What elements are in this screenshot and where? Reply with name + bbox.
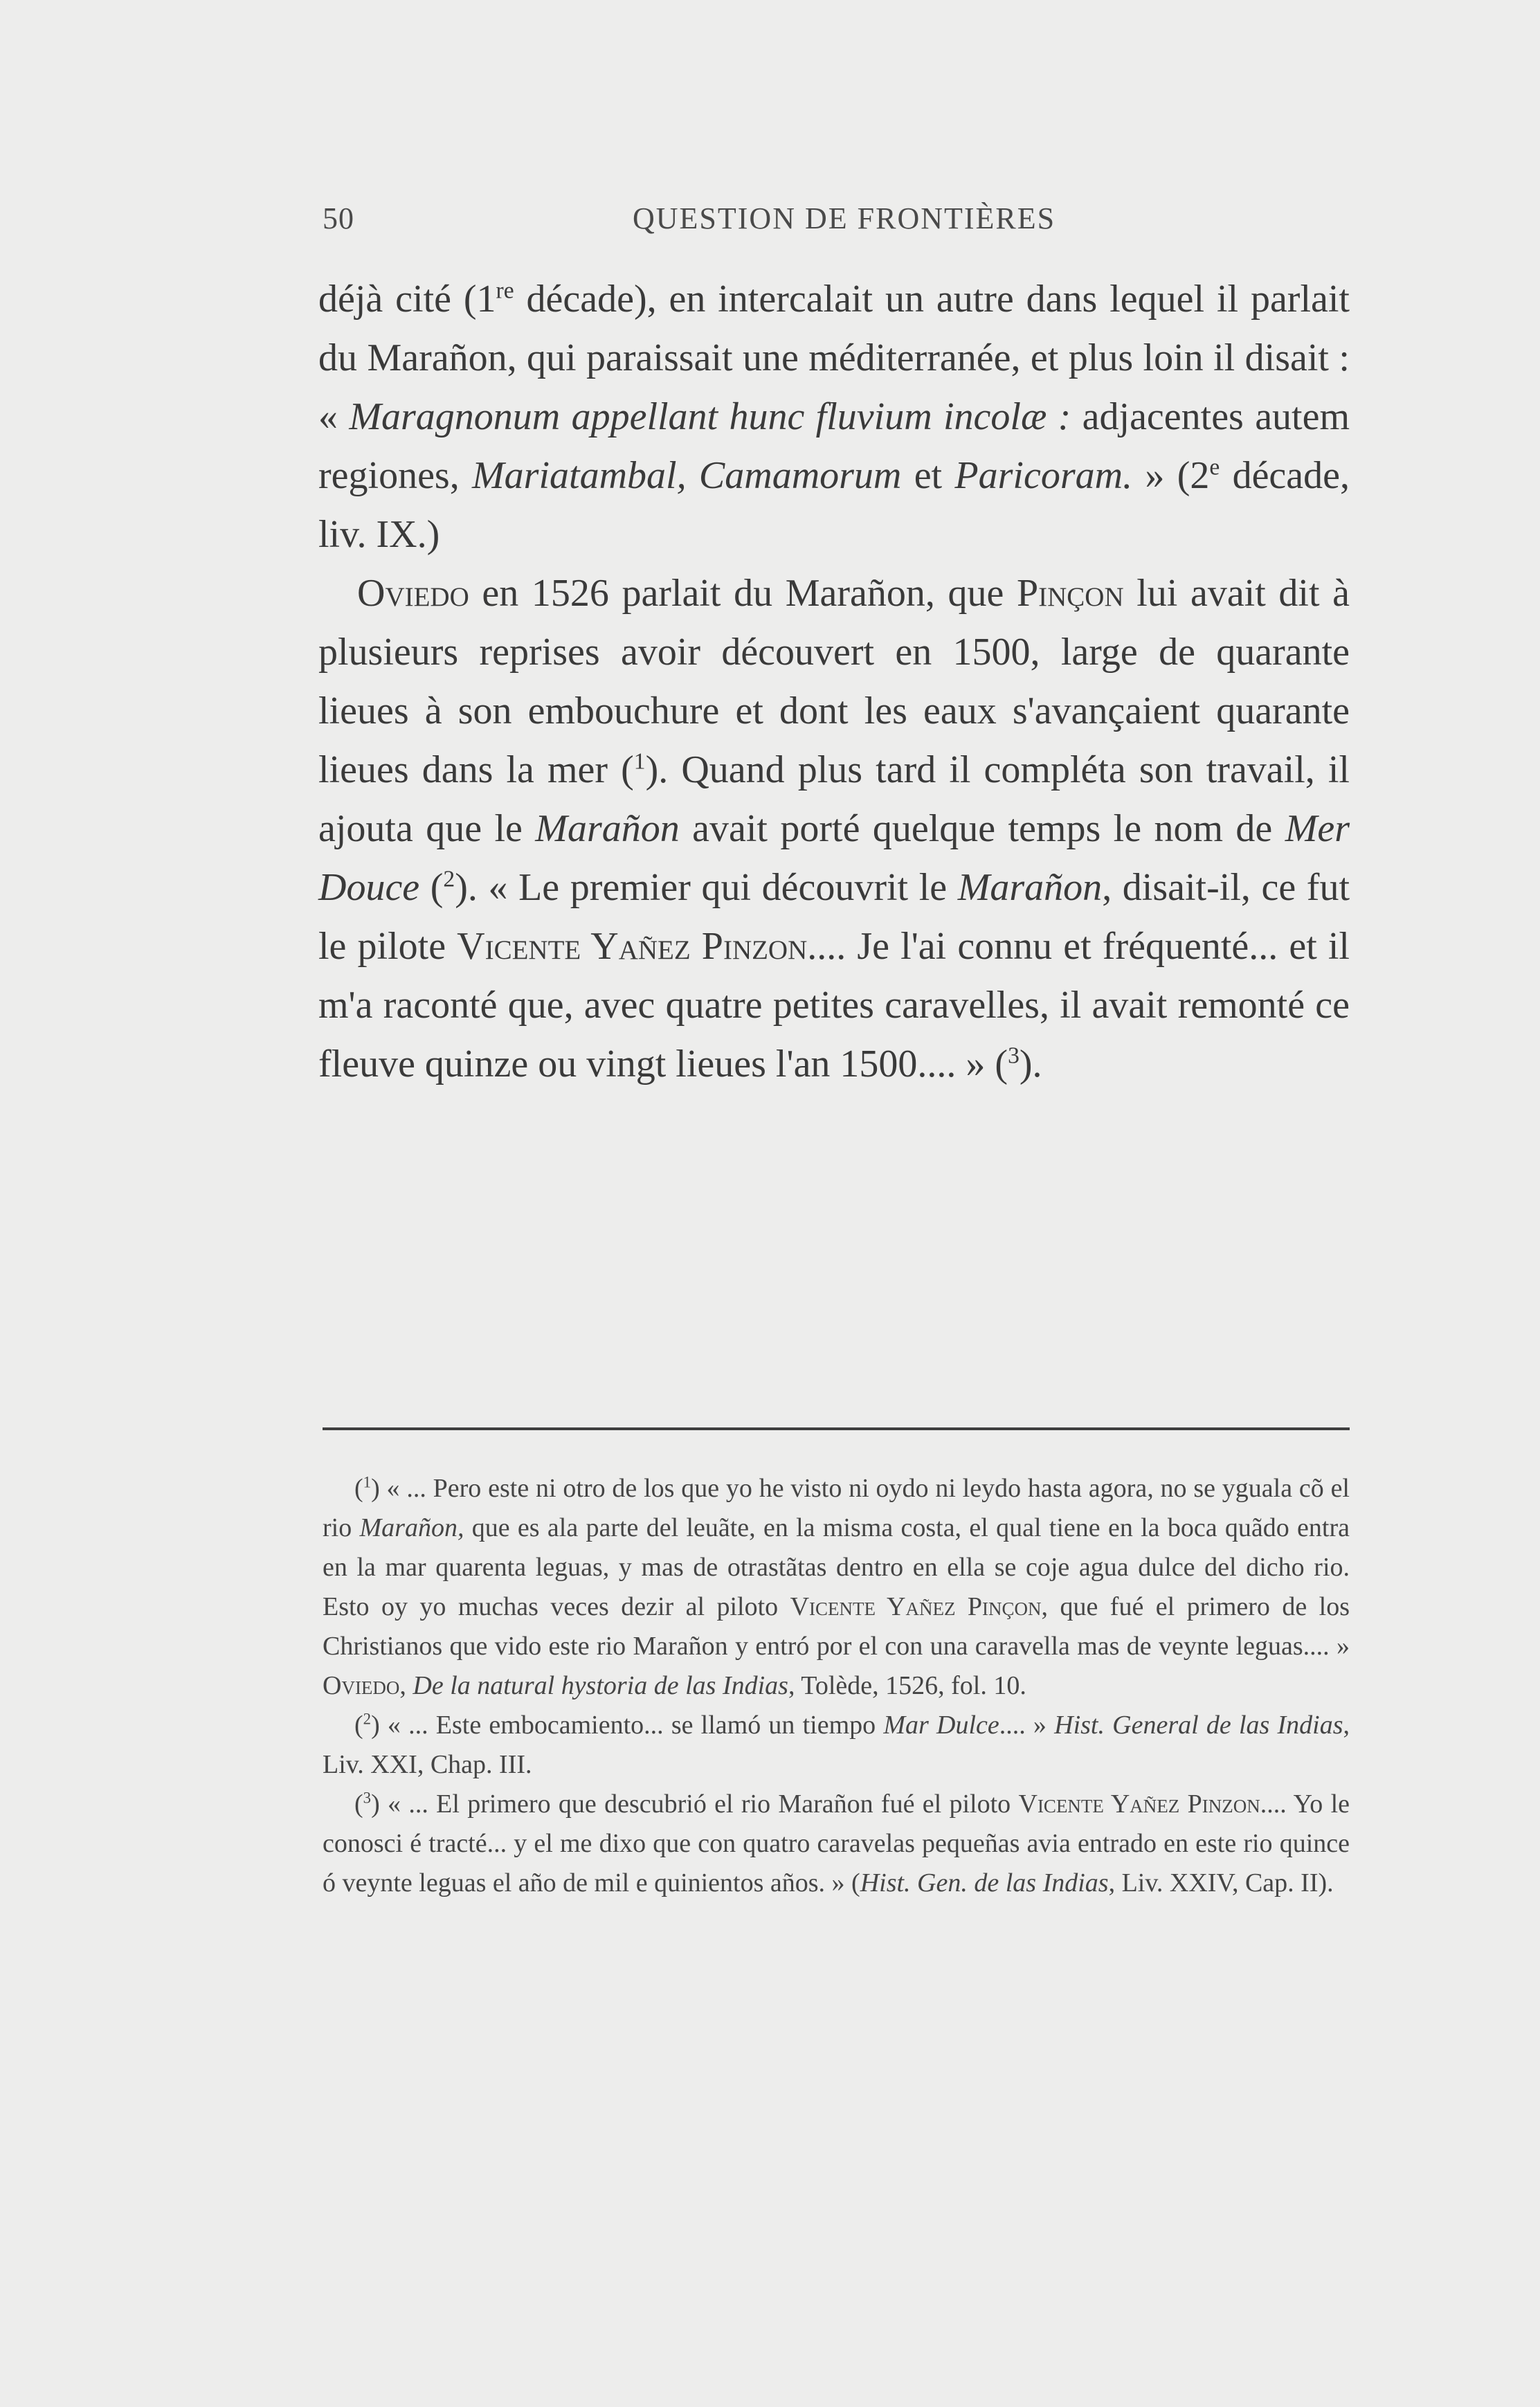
page-header bbox=[323, 201, 1347, 242]
small-caps-name: Oviedo bbox=[323, 1671, 400, 1700]
text-run: ). « Le premier qui découvrit le bbox=[455, 866, 958, 909]
text-run: que es ala parte del leuãte, en la misma costa, el qual tiene en la boca quãdo entra en la mar quarenta leguas, y mas de otrastãtas dentro en ella se coje agua dulce del dicho rio. Esto oy yo muchas veces dezir al piloto bbox=[323, 1513, 1350, 1621]
footnote-mark: 1 bbox=[363, 1473, 372, 1491]
footnote-1: ($^1$) « ... Pero este ni otro de los que yo he visto ni oydo ni leydo hasta agora, no se yguala cõ el rio Marañon, que es ala parte del leuãte, en la misma costa, el qual tiene en la boca quãdo entra en la mar quarenta leguas, y mas de otrastãtas dentro en ella se coje agua dulce del dicho rio. Esto oy yo muchas veces dezir al piloto Vicente Yañez Pinçon, que fué el primero de los Christianos que vido este rio Marañon y entró por el con una caravella mas de veynte leguas.... » Oviedo, De la natural hystoria de las Indias, Tolède, 1526, fol. 10. bbox=[323, 1473, 1350, 1700]
text-run: avait porté quelque temps le nom de bbox=[679, 807, 1285, 850]
italic-place-names: Mariatambal, Camamorum bbox=[472, 454, 902, 497]
main-text bbox=[318, 270, 1350, 1094]
text-run: ). Quand plus tard il compléta son travail, il ajouta que le bbox=[318, 748, 1350, 850]
small-caps-name: Vicente Yañez Pinçon bbox=[790, 1592, 1042, 1621]
italic-book-title: Hist. Gen. de las Indias bbox=[860, 1868, 1109, 1897]
italic-river-name: Marañon, bbox=[359, 1513, 464, 1542]
footnote-2: ($^2$) « ... Este embocamiento... se llamó un tiempo Mar Dulce.... » Hist. General de las Indias, Liv. XXI, Chap. III. bbox=[323, 1710, 1350, 1779]
paragraph-1 bbox=[318, 270, 1350, 564]
superscript: re bbox=[496, 278, 514, 304]
text-run: et bbox=[901, 454, 955, 497]
footnote-ref-3[interactable]: 3 bbox=[1008, 1043, 1020, 1069]
italic-place-name: Paricoram. bbox=[954, 454, 1133, 497]
small-caps-name: Pinçon bbox=[1016, 572, 1124, 615]
footnotes bbox=[323, 1469, 1350, 1903]
text-run: ( bbox=[419, 866, 444, 909]
text-run: , Liv. XXI, Chap. III. bbox=[323, 1711, 1350, 1779]
italic-name: Mar Dulce bbox=[883, 1711, 999, 1740]
superscript: e bbox=[1209, 454, 1220, 480]
footnote-3: ($^3$) « ... El primero que descubrió el rio Marañon fué el piloto Vicente Yañez Pinzon.... Yo le conosci é tracté... y el me dixo que con quatro caravelas pequeñas avia entrado en este rio quince ó veynte leguas el año de mil e quinientos años. » (Hist. Gen. de las Indias, Liv. XXIV, Cap. II). bbox=[323, 1789, 1350, 1897]
italic-book-title: Hist. General de las Indias bbox=[1054, 1711, 1343, 1740]
footnote-ref-2[interactable]: 2 bbox=[443, 866, 455, 892]
text-run: « ... Pero este ni otro de los que yo he visto ni oydo ni leydo hasta agora, no se yguala cõ el rio bbox=[323, 1474, 1350, 1542]
text-run: , disait-il, ce fut le pilote bbox=[318, 866, 1350, 968]
text-run: .... Yo le conosci é tracté... y el me dixo que con quatro caravelas pequeñas avia entrado en este rio quince ó veynte leguas el año de mil e quinientos años. » ( bbox=[323, 1790, 1350, 1897]
text-run: adjacentes autem regiones, bbox=[318, 395, 1350, 497]
text-run: , que fué el primero de los Christianos que vido este rio Marañon y entró por el con una caravella mas de veynte leguas.... » bbox=[323, 1592, 1350, 1661]
small-caps-name: Vicente Yañez Pinzon bbox=[1018, 1790, 1260, 1819]
page-number: 50 bbox=[323, 201, 354, 235]
text-run: .... Je l'ai connu et fréquenté... et il m'a raconté que, avec quatre petites caravelles, il avait remonté ce fleuve quinze ou vingt lieues l'an 1500.... » ( bbox=[318, 925, 1350, 1085]
text-run: , Liv. XXIV, Cap. II). bbox=[1108, 1868, 1334, 1897]
paragraph-2 bbox=[318, 564, 1350, 1094]
footnote-divider bbox=[323, 1427, 1350, 1430]
text-run: « ... El primero que descubrió el rio Marañon fué el piloto bbox=[379, 1790, 1019, 1819]
italic-book-title: De la natural hystoria de las Indias bbox=[413, 1671, 788, 1700]
running-title: QUESTION DE FRONTIÈRES bbox=[633, 201, 1056, 235]
footnote-mark: 2 bbox=[363, 1710, 372, 1728]
italic-quote: Maragnonum appellant hunc fluvium incolæ : bbox=[349, 395, 1071, 438]
text-run: , bbox=[399, 1671, 413, 1700]
small-caps-name: Oviedo bbox=[357, 572, 469, 615]
footnote-mark: 3 bbox=[363, 1789, 372, 1807]
italic-river-name: Marañon bbox=[535, 807, 680, 850]
text-run: , Tolède, 1526, fol. 10. bbox=[788, 1671, 1026, 1700]
text-run: lui avait dit à plusieurs reprises avoir découvert en 1500, large de quarante lieues à son embouchure et dont les eaux s'avançaient quarante lieues dans la mer ( bbox=[318, 572, 1350, 791]
text-run: » (2 bbox=[1132, 454, 1210, 497]
text-run: décade), en intercalait un autre dans lequel il parlait du Marañon, qui paraissait une méditerranée, et plus loin il disait : « bbox=[318, 278, 1350, 438]
text-run: ). bbox=[1019, 1043, 1042, 1085]
text-run: décade, liv. IX.) bbox=[318, 454, 1350, 556]
small-caps-name: Vicente Yañez Pinzon bbox=[457, 925, 808, 968]
text-run: déjà cité (1 bbox=[318, 278, 496, 321]
text-run: en 1526 parlait du Marañon, que bbox=[469, 572, 1017, 615]
footnote-ref-1[interactable]: 1 bbox=[633, 748, 646, 775]
text-run: « ... Este embocamiento... se llamó un tiempo bbox=[379, 1711, 884, 1740]
text-run: .... » bbox=[999, 1711, 1055, 1740]
italic-name: Mer Douce bbox=[318, 807, 1350, 909]
italic-river-name: Marañon bbox=[957, 866, 1103, 909]
